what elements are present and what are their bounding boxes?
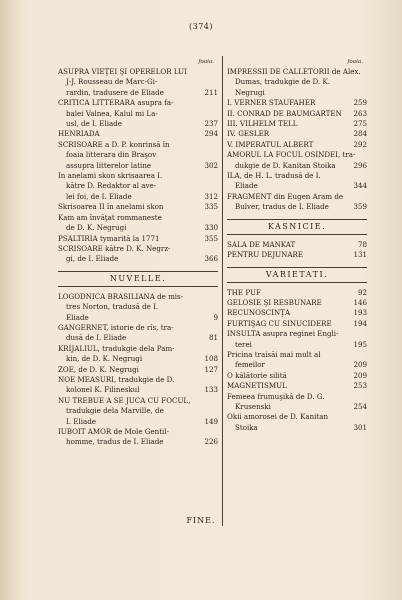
toc-page-number: 237 bbox=[204, 119, 218, 129]
toc-entry-text: IUBOIT AMOR de Mole Gentil- bbox=[58, 427, 169, 436]
toc-entry bbox=[58, 171, 218, 202]
toc-entry bbox=[227, 308, 367, 318]
toc-entry-text: ILA, de H. L. tradusă de I. bbox=[227, 171, 321, 181]
toc-entry bbox=[227, 150, 367, 171]
toc-entry bbox=[227, 371, 367, 381]
toc-entry bbox=[227, 140, 367, 150]
toc-page-number: 312 bbox=[204, 191, 218, 201]
left-entries bbox=[58, 67, 218, 265]
toc-page-number: 366 bbox=[204, 254, 218, 264]
toc-entry-text: kin, de D. K. Negrugi 108 bbox=[66, 354, 218, 364]
toc-entry-text: rardin, tradusere de Eliade 211 bbox=[66, 87, 218, 97]
toc-entry-text: AMORUL LA FOCUL OSINDEI, tra- bbox=[227, 150, 356, 160]
toc-entry bbox=[227, 392, 367, 413]
toc-entry-text: GELOSIE ŞI RESBUNARE 146 bbox=[227, 297, 367, 307]
toc-page-number: 253 bbox=[353, 381, 367, 391]
toc-page-number: 108 bbox=[204, 354, 218, 364]
toc-entry-text: IV. GESLER 284 bbox=[227, 129, 367, 139]
toc-page-number: 9 bbox=[213, 312, 218, 322]
toc-entry-text: tres Norton, tradusă de I. bbox=[66, 302, 159, 312]
section-varietati: VARIETATI. bbox=[227, 267, 367, 283]
toc-page-number: 127 bbox=[204, 364, 218, 374]
toc-entry-text: MAGNETISMUL 253 bbox=[227, 381, 367, 391]
page-edge-shadow bbox=[0, 0, 22, 600]
toc-page-number: 294 bbox=[204, 129, 218, 139]
toc-page-number: 146 bbox=[353, 297, 367, 307]
toc-entry-text: SCRISOARE a D. P. konrinsă în bbox=[58, 139, 170, 149]
toc-entry bbox=[227, 412, 367, 433]
toc-entry bbox=[58, 213, 218, 234]
toc-entry-text: IMPRESSII DE CALLETORII de Alex. bbox=[227, 67, 361, 76]
toc-entry bbox=[58, 244, 218, 265]
toc-entry-text: Bulver, tradus de I. Eliade 359 bbox=[235, 202, 367, 212]
toc-entry-text: femeilor 209 bbox=[235, 360, 367, 370]
toc-entry-text: INSULTA asupra reginei Engli- bbox=[227, 329, 339, 339]
toc-entry-text: Negrugi bbox=[235, 87, 265, 97]
toc-entry bbox=[58, 67, 218, 98]
toc-entry-text: NOE MEASURI, tradukgie de D. bbox=[58, 374, 175, 384]
toc-entry bbox=[227, 350, 367, 371]
toc-page-number: 209 bbox=[353, 370, 367, 380]
toc-entry-text: dukgie de D. Kanitan Stoika 296 bbox=[235, 160, 367, 170]
toc-entry-text: ZOE, de D. K. Negrugi 127 bbox=[58, 364, 218, 374]
toc-entry bbox=[227, 98, 367, 108]
toc-entry-text: SCRISOARE kătre D. K. Negrz- bbox=[58, 243, 171, 253]
toc-page-number: 78 bbox=[357, 239, 367, 249]
toc-page-number: 359 bbox=[353, 202, 367, 212]
section-nuvelle: NUVELLE. bbox=[58, 271, 218, 287]
toc-entry bbox=[227, 329, 367, 350]
toc-page-number: 284 bbox=[353, 129, 367, 139]
toc-entry-text: PENTRU DEJUNARE 131 bbox=[227, 250, 367, 260]
toc-entry-text: Krusenski 254 bbox=[235, 401, 367, 411]
toc-page-number: 292 bbox=[353, 139, 367, 149]
toc-entry-text: NU TREBUE A SE JUCA CU FOCUL, bbox=[58, 395, 191, 405]
toc-entry-text: FURTIŞAG CU SINUCIDERE 194 bbox=[227, 318, 367, 328]
toc-entry-text: Eliade 344 bbox=[235, 181, 367, 191]
toc-entry bbox=[227, 250, 367, 260]
toc-entry bbox=[58, 427, 218, 448]
toc-entry bbox=[227, 119, 367, 129]
toc-entry-text: terei 195 bbox=[235, 339, 367, 349]
toc-entry bbox=[227, 288, 367, 298]
column-divider bbox=[222, 56, 223, 526]
toc-entry-text: gi, de I. Eliade 366 bbox=[66, 254, 218, 264]
toc-entry-text: J-J. Rousseau de Marc-Gi- bbox=[66, 77, 158, 87]
toc-page-number: 296 bbox=[353, 160, 367, 170]
toc-page-number: 133 bbox=[204, 385, 218, 395]
toc-entry-text: kolonel K. Filineskul 133 bbox=[66, 385, 218, 395]
toc-entry-text: Dumas, tradukgie de D. K. bbox=[235, 77, 330, 87]
toc-entry-text: Femeea frumuşikă de D. G. bbox=[227, 391, 325, 401]
toc-entry-text: assupra litterelor latine 302 bbox=[66, 160, 218, 170]
toc-entry-text: II. CONRAD DE BAUMGARTEN 263 bbox=[227, 108, 367, 118]
toc-page-number: 263 bbox=[353, 108, 367, 118]
right-column bbox=[227, 58, 367, 433]
toc-entry-text: III. VILHELM TELL 275 bbox=[227, 119, 367, 129]
toc-entry bbox=[58, 396, 218, 427]
toc-entry-text: balei Valnea, Kalul mi La- bbox=[66, 108, 158, 118]
toc-entry-text: Eliade 9 bbox=[66, 312, 218, 322]
toc-entry bbox=[58, 365, 218, 375]
toc-entry-text: HENRIADA 294 bbox=[58, 129, 218, 139]
toc-entry-text: GANGERNET, istorie de rîs, tra- bbox=[58, 322, 174, 332]
right-column-header: foaia. bbox=[347, 59, 363, 65]
toc-entry bbox=[58, 344, 218, 365]
toc-page-number: 193 bbox=[353, 308, 367, 318]
toc-entry-text: Pricina traisăi mai mult al bbox=[227, 349, 321, 359]
toc-entry-text: O kălătorie silită 209 bbox=[227, 370, 367, 380]
section-kasnicie: KASNICIE. bbox=[227, 219, 367, 235]
toc-entry-text: de D. K. Negrugi 330 bbox=[66, 223, 218, 233]
toc-entry-text: LOGODNICA BRASILIANA de mis- bbox=[58, 291, 184, 301]
toc-page-number: 81 bbox=[208, 333, 218, 343]
toc-entry-text: Stoika 301 bbox=[235, 422, 367, 432]
toc-page-number: 194 bbox=[353, 318, 367, 328]
toc-entry bbox=[58, 202, 218, 212]
toc-entry bbox=[227, 171, 367, 192]
toc-entry bbox=[58, 140, 218, 171]
toc-page-number: 301 bbox=[353, 422, 367, 432]
toc-entry-text: tradukgie dela Marville, de bbox=[66, 406, 164, 416]
toc-entry bbox=[227, 129, 367, 139]
toc-page-number: 131 bbox=[353, 250, 367, 260]
toc-entry-text: CRITICA LITTERARA asupra fa- bbox=[58, 98, 174, 108]
toc-entry-text: SALA DE MANKAT 78 bbox=[227, 239, 367, 249]
toc-entry bbox=[227, 67, 367, 98]
toc-entry-text: In anelami skon skrisaarea I. bbox=[58, 171, 163, 181]
toc-page-number: 211 bbox=[204, 87, 218, 97]
toc-entry bbox=[227, 298, 367, 308]
toc-page-number: 302 bbox=[204, 160, 218, 170]
fine-label: FINE. bbox=[186, 516, 216, 525]
toc-page-number: 92 bbox=[357, 287, 367, 297]
toc-entry-text: THE PUF 92 bbox=[227, 287, 367, 297]
page-number: (374) bbox=[188, 22, 213, 31]
toc-entry-text: homme, tradus de I. Eliade 226 bbox=[66, 437, 218, 447]
toc-page-number: 275 bbox=[353, 119, 367, 129]
toc-entry-text: RECUNOSCINŢA 193 bbox=[227, 308, 367, 318]
toc-page-number: 259 bbox=[353, 98, 367, 108]
toc-entry bbox=[58, 375, 218, 396]
toc-entry-text: ASUPRA VIEŢEI ŞI OPERELOR LUI bbox=[58, 67, 187, 76]
toc-entry-text: V. IMPERATUL ALBERT 292 bbox=[227, 139, 367, 149]
left-column bbox=[58, 58, 218, 448]
toc-entry-text: foaia litterara din Braşov bbox=[66, 150, 157, 160]
toc-entry bbox=[58, 129, 218, 139]
right-entries bbox=[227, 67, 367, 213]
toc-page-number: 344 bbox=[353, 181, 367, 191]
toc-page-number: 149 bbox=[204, 416, 218, 426]
right-entries-varietati bbox=[227, 288, 367, 434]
left-column-header: foaia. bbox=[198, 59, 214, 65]
toc-entry-text: FRAGMENT din Eugen Aram de bbox=[227, 191, 344, 201]
toc-entry-text: I. VERNER STAUFAHER 259 bbox=[227, 98, 367, 108]
toc-page-number: 195 bbox=[353, 339, 367, 349]
toc-page-number: 355 bbox=[204, 233, 218, 243]
toc-entry bbox=[58, 98, 218, 129]
toc-entry bbox=[58, 323, 218, 344]
toc-entry-text: PSALTIRIA tymarită la 1771 355 bbox=[58, 233, 218, 243]
toc-page-number: 226 bbox=[204, 437, 218, 447]
toc-entry-text: usl, de I. Eliade 237 bbox=[66, 119, 218, 129]
toc-entry bbox=[227, 319, 367, 329]
toc-entry-text: dusă de I. Eliade 81 bbox=[66, 333, 218, 343]
toc-page-number: 330 bbox=[204, 223, 218, 233]
toc-entry bbox=[58, 292, 218, 323]
right-entries-kasnicie bbox=[227, 240, 367, 261]
toc-entry bbox=[58, 234, 218, 244]
toc-entry-text: KRIJALIUL, tradukgie dela Pam- bbox=[58, 343, 175, 353]
toc-entry-text: Skrisoarea II în anelami skon 335 bbox=[58, 202, 218, 212]
toc-page-number: 209 bbox=[353, 360, 367, 370]
toc-entry-text: I. Eliade 149 bbox=[66, 416, 218, 426]
toc-entry bbox=[227, 109, 367, 119]
toc-entry-text: Okii amorosei de D. Kanitan bbox=[227, 412, 329, 422]
toc-entry bbox=[227, 192, 367, 213]
toc-entry-text: kătre D. Redaktor al ave- bbox=[66, 181, 157, 191]
toc-page-number: 254 bbox=[353, 401, 367, 411]
toc-entry-text: lei foi, de I. Eliade 312 bbox=[66, 191, 218, 201]
left-entries-nuvelle bbox=[58, 292, 218, 448]
toc-entry bbox=[227, 381, 367, 391]
toc-page-number: 335 bbox=[204, 202, 218, 212]
toc-entry-text: Kam am învăţat rommaneste bbox=[58, 212, 162, 222]
toc-entry bbox=[227, 240, 367, 250]
